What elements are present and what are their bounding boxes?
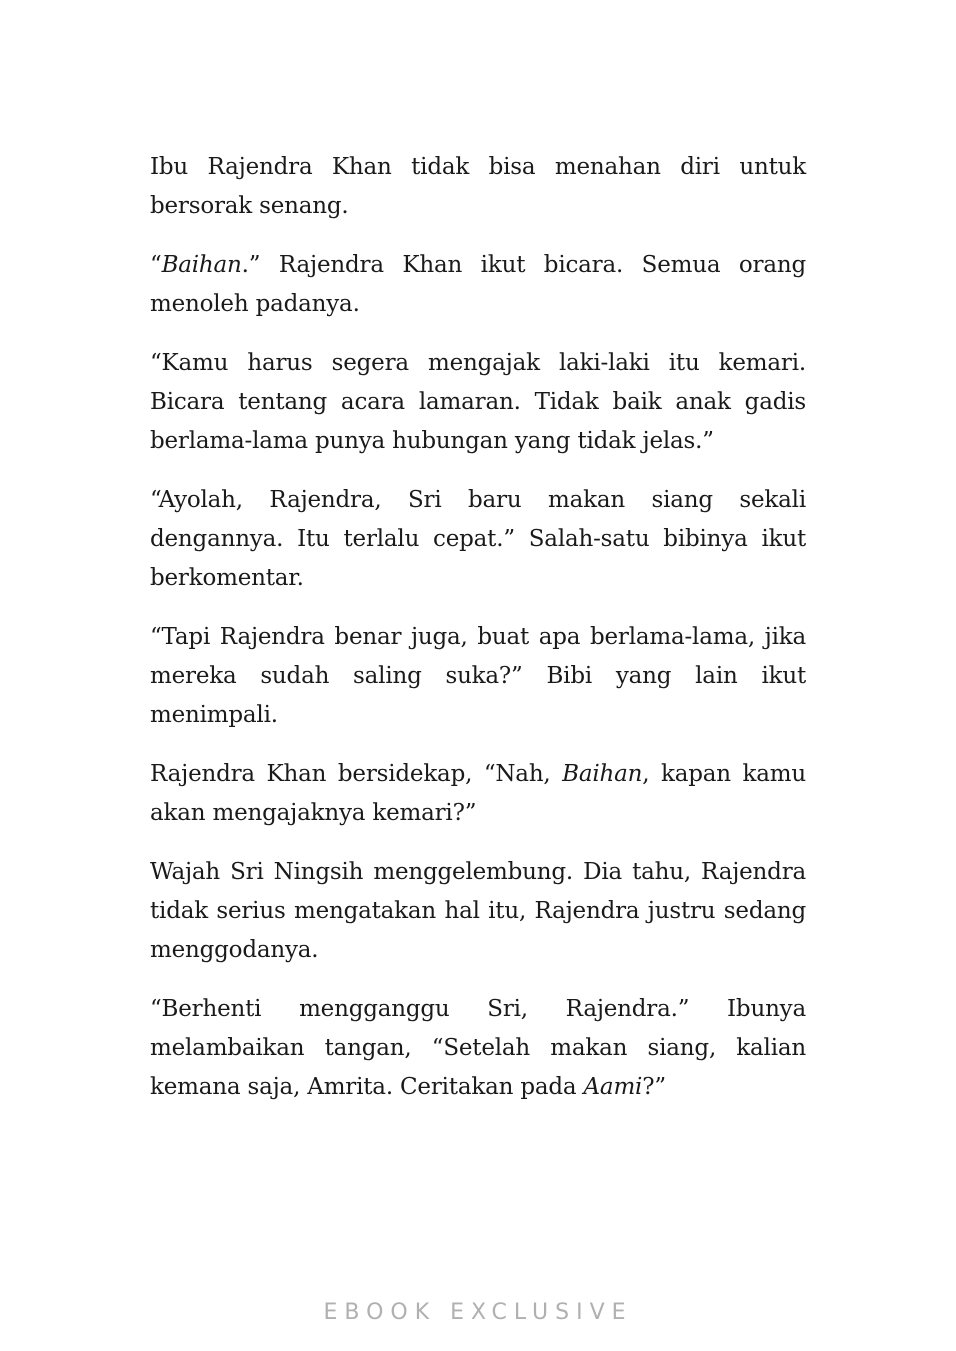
page-body	[150, 148, 806, 1127]
paragraph-text: .” Rajendra Khan ikut bicara. Semua orang menoleh padanya.	[150, 252, 806, 317]
paragraph	[150, 755, 806, 833]
paragraph	[150, 344, 806, 461]
paragraph	[150, 481, 806, 598]
paragraph-text: , kapan kamu akan mengajaknya kemari?”	[150, 761, 806, 826]
paragraph	[150, 148, 806, 226]
paragraph-text: Ibu Rajendra Khan tidak bisa menahan diri untuk bersorak senang.	[150, 154, 806, 219]
paragraph	[150, 246, 806, 324]
italic-text: Aami	[583, 1074, 643, 1100]
footer-watermark: EBOOK EXCLUSIVE	[323, 1300, 633, 1325]
italic-text: Baihan	[562, 761, 643, 787]
paragraph-text: Wajah Sri Ningsih menggelembung. Dia tahu, Rajendra tidak serius mengatakan hal itu, Rajendra justru sedang menggodanya.	[150, 859, 806, 963]
paragraph-text: “	[150, 252, 162, 278]
italic-text: Baihan	[161, 252, 242, 278]
paragraph	[150, 853, 806, 970]
paragraph-text: “Ayolah, Rajendra, Sri baru makan siang sekali dengannya. Itu terlalu cepat.” Salah-satu bibinya ikut berkomentar.	[150, 487, 806, 591]
paragraph-text: ?”	[642, 1074, 666, 1100]
paragraph-text: “Berhenti mengganggu Sri, Rajendra.” Ibunya melambaikan tangan, “Setelah makan siang, kalian kemana saja, Amrita. Ceritakan pada	[150, 996, 806, 1100]
paragraph	[150, 618, 806, 735]
paragraph	[150, 990, 806, 1107]
paragraph-text: “Kamu harus segera mengajak laki-laki itu kemari. Bicara tentang acara lamaran. Tidak baik anak gadis berlama-lama punya hubungan yang tidak jelas.”	[150, 350, 806, 454]
paragraph-text: Rajendra Khan bersidekap, “Nah,	[150, 761, 563, 787]
paragraph-text: “Tapi Rajendra benar juga, buat apa berlama-lama, jika mereka sudah saling suka?” Bibi yang lain ikut menimpali.	[150, 624, 806, 728]
